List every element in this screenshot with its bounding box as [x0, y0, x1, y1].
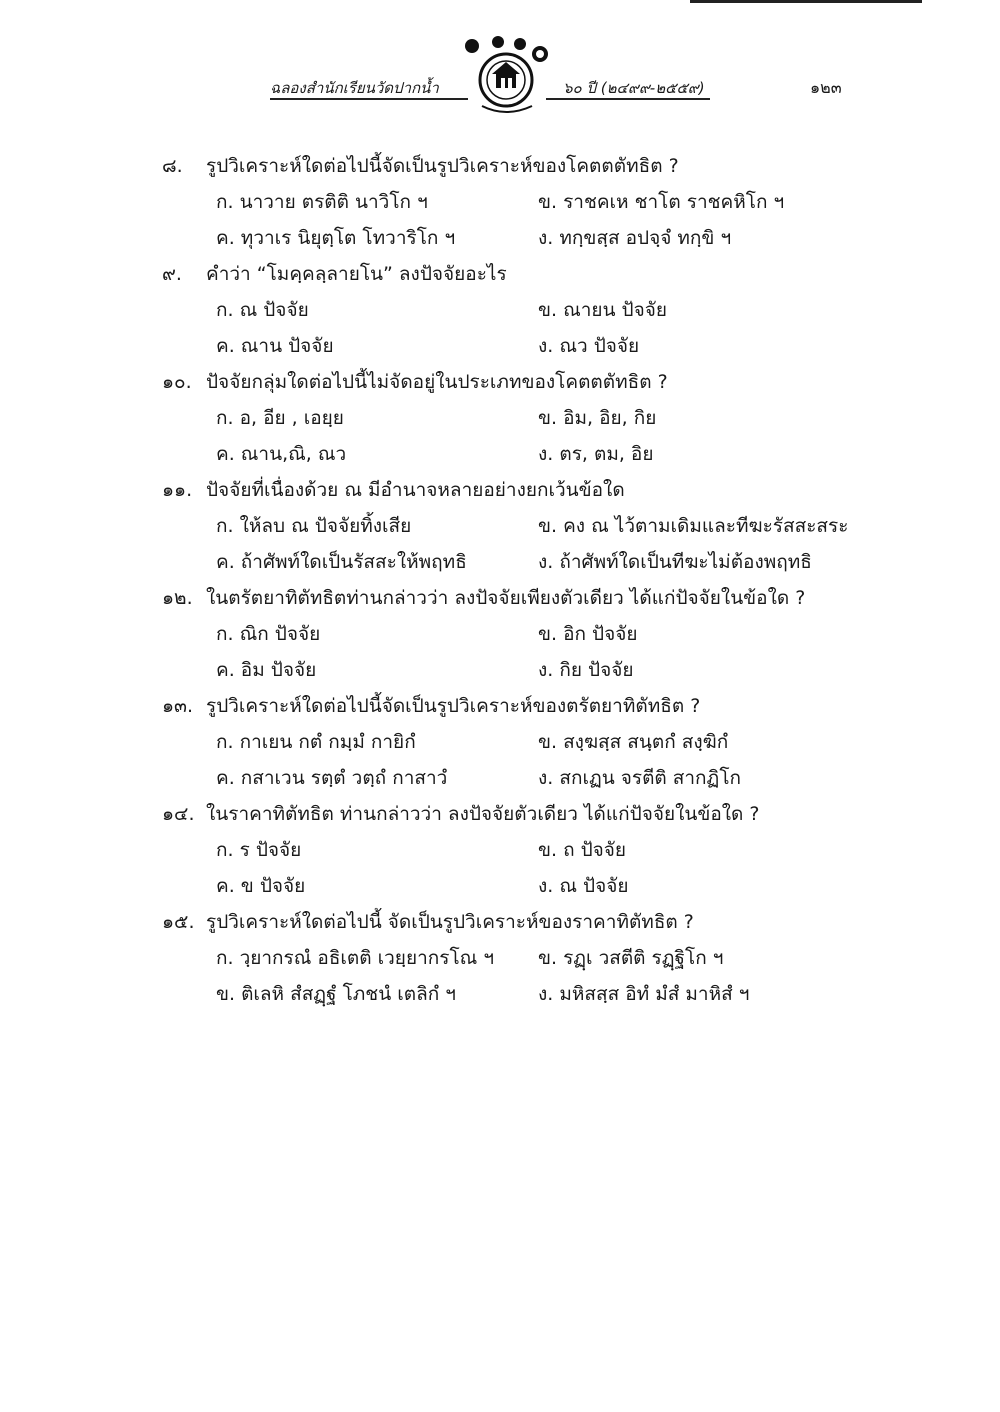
question-text: รูปวิเคราะห์ใดต่อไปนี้ จัดเป็นรูปวิเคราะห์ของราคาทิตัทธิต ?: [206, 911, 694, 933]
option-row: [162, 184, 862, 220]
page-number: ๑๒๓: [810, 78, 842, 97]
question-stem: [162, 148, 862, 184]
question-number: ๑๓.: [162, 695, 194, 717]
question: [162, 472, 862, 580]
option-kho: ข. ถ ปัจจัย: [538, 839, 627, 861]
option-ka: ก. ร ปัจจัย: [216, 839, 302, 861]
option-kho-khwai: ค. อิม ปัจจัย: [216, 659, 317, 681]
question-number: ๑๕.: [162, 911, 195, 933]
option-row: [162, 508, 862, 544]
question-number: ๑๑.: [162, 479, 193, 501]
option-row: [162, 976, 862, 1012]
option-ngo: ง. ณว ปัจจัย: [538, 335, 640, 357]
question-text: คำว่า “โมคฺคลฺลายโน” ลงปัจจัยอะไร: [206, 263, 507, 285]
question-number: ๙.: [162, 263, 182, 285]
option-kho-khwai: ข. ติเลหิ สํสฏฺฐํ โภชนํ เตลิกํ ฯ: [216, 983, 456, 1005]
option-row: [162, 292, 862, 328]
question: [162, 148, 862, 256]
question: [162, 580, 862, 688]
top-edge-rule: [690, 0, 922, 3]
option-row: [162, 436, 862, 472]
question: [162, 796, 862, 904]
option-ka: ก. ณิก ปัจจัย: [216, 623, 321, 645]
option-row: [162, 400, 862, 436]
question-text: ในราคาทิตัทธิต ท่านกล่าวว่า ลงปัจจัยตัวเดียว ได้แก่ปัจจัยในข้อใด ?: [206, 803, 760, 825]
option-ka: ก. นาวาย ตรติติ นาวิโก ฯ: [216, 191, 428, 213]
option-ngo: ง. กิย ปัจจัย: [538, 659, 634, 681]
option-kho-khwai: ค. ข ปัจจัย: [216, 875, 306, 897]
option-ngo: ง. ตร, ตม, อิย: [538, 443, 654, 465]
option-kho-khwai: ค. ทุวาเร นิยุตฺโต โทวาริโก ฯ: [216, 227, 456, 249]
question-stem: [162, 796, 862, 832]
question-number: ๑๐.: [162, 371, 192, 393]
option-row: [162, 832, 862, 868]
question-text: รูปวิเคราะห์ใดต่อไปนี้จัดเป็นรูปวิเคราะห์ของตรัตยาทิตัทธิต ?: [206, 695, 701, 717]
option-row: [162, 652, 862, 688]
question: [162, 256, 862, 364]
page-header: [270, 36, 870, 108]
question-stem: [162, 472, 862, 508]
option-row: [162, 328, 862, 364]
question-list: [162, 148, 862, 1012]
question-stem: [162, 364, 862, 400]
header-right-text: ๖๐ ปี (๒๔๙๙-๒๕๕๙): [563, 79, 705, 97]
header-left-underline: [270, 98, 468, 100]
option-kho-khwai: ค. กสาเวน รตฺตํ วตฺถํ กาสาวํ: [216, 767, 448, 789]
option-kho-khwai: ค. ณาน,ณิ, ณว: [216, 443, 347, 465]
question-text: ปัจจัยกลุ่มใดต่อไปนี้ไม่จัดอยู่ในประเภทของโคตตตัทธิต ?: [206, 371, 668, 393]
question-text: รูปวิเคราะห์ใดต่อไปนี้จัดเป็นรูปวิเคราะห์ของโคตตตัทธิต ?: [206, 155, 679, 177]
option-row: [162, 940, 862, 976]
option-row: [162, 868, 862, 904]
option-kho: ข. อิก ปัจจัย: [538, 623, 638, 645]
option-kho: ข. คง ณ ไว้ตามเดิมและทีฆะรัสสะสระ: [538, 515, 849, 537]
option-kho: ข. อิม, อิย, กิย: [538, 407, 657, 429]
question-number: ๘.: [162, 155, 183, 177]
option-row: [162, 220, 862, 256]
option-row: [162, 724, 862, 760]
header-left-text: ฉลองสำนักเรียนวัดปากน้ำ: [270, 79, 439, 97]
option-ka: ก. ให้ลบ ณ ปัจจัยทิ้งเสีย: [216, 515, 412, 537]
option-ngo: ง. ถ้าศัพท์ใดเป็นทีฆะไม่ต้องพฤทธิ: [538, 551, 812, 573]
question-number: ๑๔.: [162, 803, 195, 825]
question-stem: [162, 904, 862, 940]
question-number: ๑๒.: [162, 587, 193, 609]
option-ngo: ง. สกเฏน จรตีติ สากฏิโก: [538, 767, 742, 789]
option-row: [162, 616, 862, 652]
option-kho: ข. รฏฺเ วสตีติ รฏฺฐิโก ฯ: [538, 947, 724, 969]
question: [162, 364, 862, 472]
question-stem: [162, 688, 862, 724]
temple-seal-logo-icon: [462, 36, 552, 118]
question-text: ในตรัตยาทิตัทธิตท่านกล่าวว่า ลงปัจจัยเพียงตัวเดียว ได้แก่ปัจจัยในข้อใด ?: [206, 587, 806, 609]
question-stem: [162, 256, 862, 292]
option-ka: ก. วฺยากรณํ อธิเตติ เวยฺยากรโณ ฯ: [216, 947, 494, 969]
question-stem: [162, 580, 862, 616]
option-kho: ข. ราชคเห ชาโต ราชคหิโก ฯ: [538, 191, 785, 213]
option-kho-khwai: ค. ถ้าศัพท์ใดเป็นรัสสะให้พฤทธิ: [216, 551, 467, 573]
option-ka: ก. กาเยน กตํ กมฺมํ กายิกํ: [216, 731, 416, 753]
question: [162, 688, 862, 796]
option-ngo: ง. ทกฺขสฺส อปจฺจํ ทกฺขิ ฯ: [538, 227, 732, 249]
option-ngo: ง. ณ ปัจจัย: [538, 875, 629, 897]
option-row: [162, 544, 862, 580]
option-ka: ก. อ, อีย , เอยฺย: [216, 407, 344, 429]
option-ka: ก. ณ ปัจจัย: [216, 299, 309, 321]
question-text: ปัจจัยที่เนื่องด้วย ณ มีอำนาจหลายอย่างยกเว้นข้อใด: [206, 479, 625, 501]
option-row: [162, 760, 862, 796]
option-kho-khwai: ค. ณาน ปัจจัย: [216, 335, 334, 357]
question: [162, 904, 862, 1012]
header-right-underline: [546, 98, 710, 100]
option-kho: ข. สงฺฆสฺส สนฺตกํ สงฺฆิกํ: [538, 731, 729, 753]
option-ngo: ง. มหิสสฺส อิทํ มํสํ มาหิสํ ฯ: [538, 983, 750, 1005]
option-kho: ข. ณายน ปัจจัย: [538, 299, 667, 321]
